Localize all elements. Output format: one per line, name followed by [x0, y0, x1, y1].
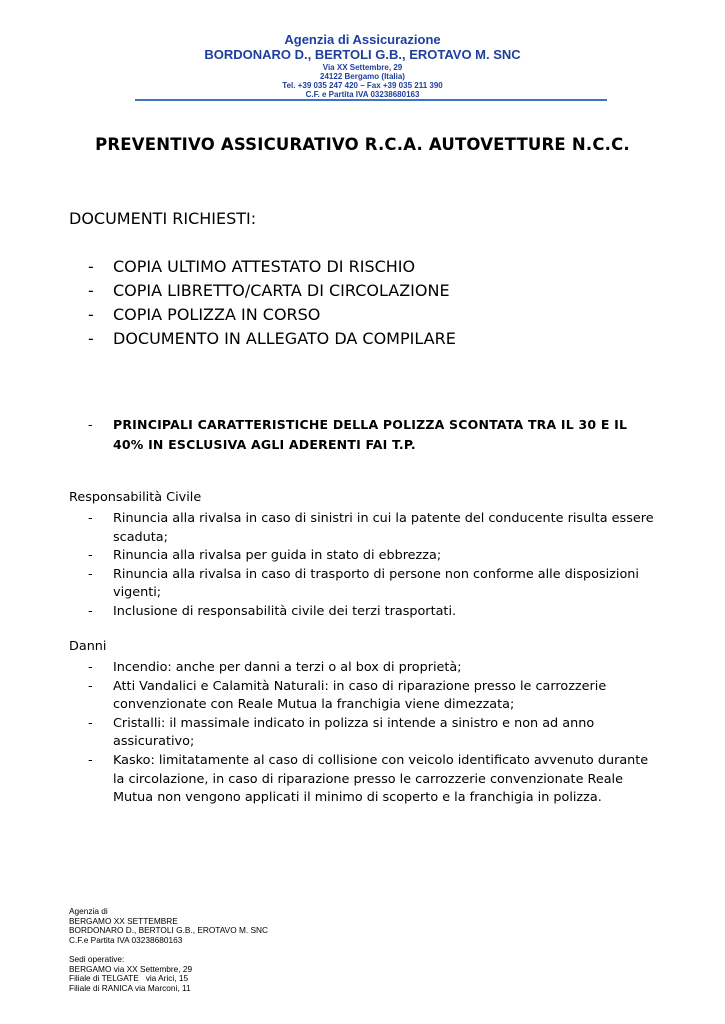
- features-line-1: PRINCIPALI CARATTERISTICHE DELLA POLIZZA SCONTATA TRA IL 30 E IL: [113, 417, 628, 432]
- agency-label: Agenzia di Assicurazione: [284, 32, 441, 47]
- bullet-dash: -: [88, 752, 93, 768]
- civil-liability-item: Rinuncia alla rivalsa in caso di trasporto di persone non conforme alle disposizioni vigenti;: [113, 566, 639, 601]
- footer-line: BERGAMO via XX Settembre, 29: [69, 963, 193, 974]
- list-item: [88, 678, 663, 715]
- civil-liability-item: Rinuncia alla rivalsa in caso di sinistri in cui la patente del conducente risulta essere scaduta;: [113, 511, 654, 545]
- civil-liability-item: Rinuncia alla rivalsa per guida in stato di ebbrezza;: [113, 548, 442, 564]
- policy-features-heading: [88, 415, 653, 455]
- footer-offices: [69, 955, 192, 994]
- list-item: [88, 603, 663, 622]
- civil-liability-heading: Responsabilità Civile: [69, 490, 202, 505]
- documents-list: [88, 255, 456, 351]
- company-name: BORDONARO D., BERTOLI G.B., EROTAVO M. SNC: [204, 47, 521, 62]
- damages-item: Kasko: limitatamente al caso di collisione con veicolo identificato avvenuto durante la circolazione, in caso di riparazione presso le carrozzerie convenzionate Reale Mutua non vengono applicati il minimo di scoperto e la franchigia in polizza.: [113, 752, 649, 806]
- list-item: [88, 279, 456, 303]
- bullet-dash: -: [88, 678, 93, 694]
- list-item: [88, 510, 663, 547]
- footer-agency: [69, 907, 268, 946]
- bullet-dash: -: [88, 603, 93, 619]
- document-item: DOCUMENTO IN ALLEGATO DA COMPILARE: [113, 329, 456, 348]
- damages-item: Incendio: anche per danni a terzi o al box di proprietà;: [113, 660, 462, 675]
- bullet-dash: -: [88, 660, 93, 675]
- list-item: [88, 547, 663, 566]
- footer-line: Sedi operative:: [69, 954, 125, 964]
- list-item: [88, 715, 663, 752]
- bullet-dash: -: [88, 329, 94, 348]
- damages-item: Cristalli: il massimale indicato in polizza si intende a sinistro e non ad anno assicurativo;: [113, 715, 595, 750]
- damages-list: [88, 659, 663, 808]
- document-item: COPIA ULTIMO ATTESTATO DI RISCHIO: [113, 257, 416, 276]
- list-item: [88, 659, 663, 678]
- list-item: [88, 255, 456, 279]
- damages-item: Atti Vandalici e Calamità Naturali: in caso di riparazione presso le carrozzerie convenzionate con Reale Mutua la franchigia viene dimezzata;: [113, 678, 607, 713]
- bullet-dash: -: [88, 548, 93, 564]
- footer-line: Filiale di RANICA via Marconi, 11: [69, 983, 191, 994]
- bullet-dash: -: [88, 566, 93, 582]
- company-city: 24122 Bergamo (Italia): [320, 72, 405, 81]
- documents-heading: DOCUMENTI RICHIESTI:: [69, 209, 257, 228]
- bullet-dash: -: [88, 511, 93, 526]
- letterhead: [0, 32, 725, 99]
- footer-line: BERGAMO XX SETTEMBRE: [69, 915, 178, 926]
- bullet-dash: -: [88, 417, 93, 432]
- list-item: [88, 566, 663, 603]
- footer-line: BORDONARO D., BERTOLI G.B., EROTAVO M. SNC: [69, 925, 269, 936]
- page-title: PREVENTIVO ASSICURATIVO R.C.A. AUTOVETTURE N.C.C.: [95, 135, 630, 154]
- list-item: [88, 327, 456, 351]
- bullet-dash: -: [88, 305, 94, 324]
- company-address: Via XX Settembre, 29: [322, 63, 403, 72]
- civil-liability-list: [88, 510, 663, 622]
- footer-line: C.F.e Partita IVA 03238680163: [69, 935, 183, 946]
- document-item: COPIA LIBRETTO/CARTA DI CIRCOLAZIONE: [113, 281, 450, 300]
- damages-heading: Danni: [69, 639, 107, 654]
- civil-liability-item: Inclusione di responsabilità civile dei terzi trasportati.: [113, 603, 457, 619]
- document-item: COPIA POLIZZA IN CORSO: [113, 305, 321, 324]
- bullet-dash: -: [88, 281, 94, 300]
- list-item: [88, 303, 456, 327]
- footer-line: Agenzia di: [69, 906, 108, 916]
- bullet-dash: -: [88, 257, 94, 276]
- company-phone: Tel. +39 035 247 420 – Fax +39 035 211 390: [282, 81, 443, 90]
- footer-line: Filiale di TELGATE via Arici, 15: [69, 973, 189, 984]
- company-vat: C.F. e Partita IVA 03238680163: [305, 90, 420, 99]
- features-line-2: 40% IN ESCLUSIVA AGLI ADERENTI FAI T.P.: [113, 437, 416, 452]
- bullet-dash: -: [88, 715, 93, 731]
- list-item: [88, 752, 663, 808]
- header-divider: [135, 99, 607, 101]
